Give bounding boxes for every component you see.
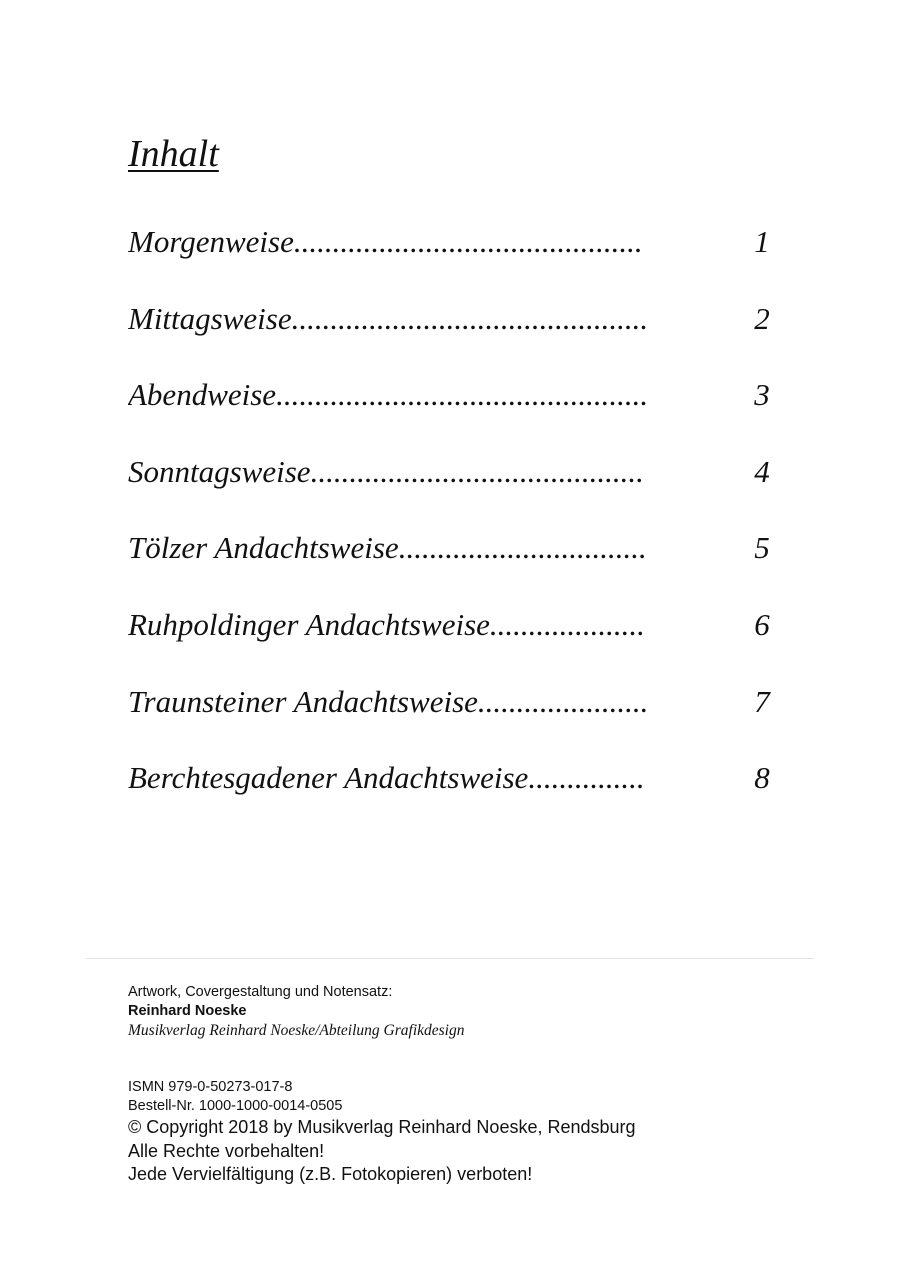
toc-entry-label: Abendweise................................................ xyxy=(128,377,649,413)
copyright-notice: © Copyright 2018 by Musikverlag Reinhard Noeske, Rendsburg xyxy=(128,1117,636,1137)
toc-entry-page: 3 xyxy=(754,377,770,413)
toc-entry-label: Tölzer Andachtsweise................................ xyxy=(128,530,647,566)
toc-entry-page: 4 xyxy=(754,453,770,489)
toc-entry-label: Morgenweise............................................. xyxy=(128,224,643,259)
credits-department: Musikverlag Reinhard Noeske/Abteilung Grafikdesign xyxy=(128,1022,465,1039)
toc-entry-page: 2 xyxy=(754,300,770,336)
toc-entry-label: Sonntagsweise........................................... xyxy=(128,453,644,489)
toc-entry xyxy=(128,220,778,297)
toc-entry xyxy=(128,526,778,603)
toc-entry xyxy=(128,756,778,833)
toc-entry xyxy=(128,373,778,450)
toc-entry-label: Ruhpoldinger Andachtsweise.................... xyxy=(128,606,645,642)
toc-entry xyxy=(128,450,778,527)
rights-notice: Alle Rechte vorbehalten! xyxy=(128,1140,325,1161)
toc-entry-label: Berchtesgadener Andachtsweise............... xyxy=(128,760,645,796)
order-number: Bestell-Nr. 1000-1000-0014-0505 xyxy=(128,1098,343,1114)
credits-heading: Artwork, Covergestaltung und Notensatz: xyxy=(128,984,393,1000)
toc-entry-page: 1 xyxy=(754,224,770,259)
toc-entry-page: 8 xyxy=(754,760,770,796)
page-title: Inhalt xyxy=(128,133,219,175)
toc-entry xyxy=(128,603,778,680)
toc-entry-page: 5 xyxy=(754,530,770,566)
footer-divider xyxy=(86,958,814,959)
toc-entry-page: 7 xyxy=(754,683,770,719)
toc-entry-label: Mittagsweise.............................................. xyxy=(128,300,649,336)
toc-entry xyxy=(128,680,778,757)
toc-entry-page: 6 xyxy=(754,606,770,642)
toc-entry-label: Traunsteiner Andachtsweise...................... xyxy=(128,683,649,719)
credits-name: Reinhard Noeske xyxy=(128,1003,247,1019)
toc-entry xyxy=(128,297,778,374)
table-of-contents xyxy=(128,220,778,833)
ismn-number: ISMN 979-0-50273-017-8 xyxy=(128,1079,293,1095)
credits-block xyxy=(128,983,464,1040)
legal-block xyxy=(128,1078,636,1187)
copy-prohibition-notice: Jede Vervielfältigung (z.B. Fotokopieren) verboten! xyxy=(128,1164,533,1184)
